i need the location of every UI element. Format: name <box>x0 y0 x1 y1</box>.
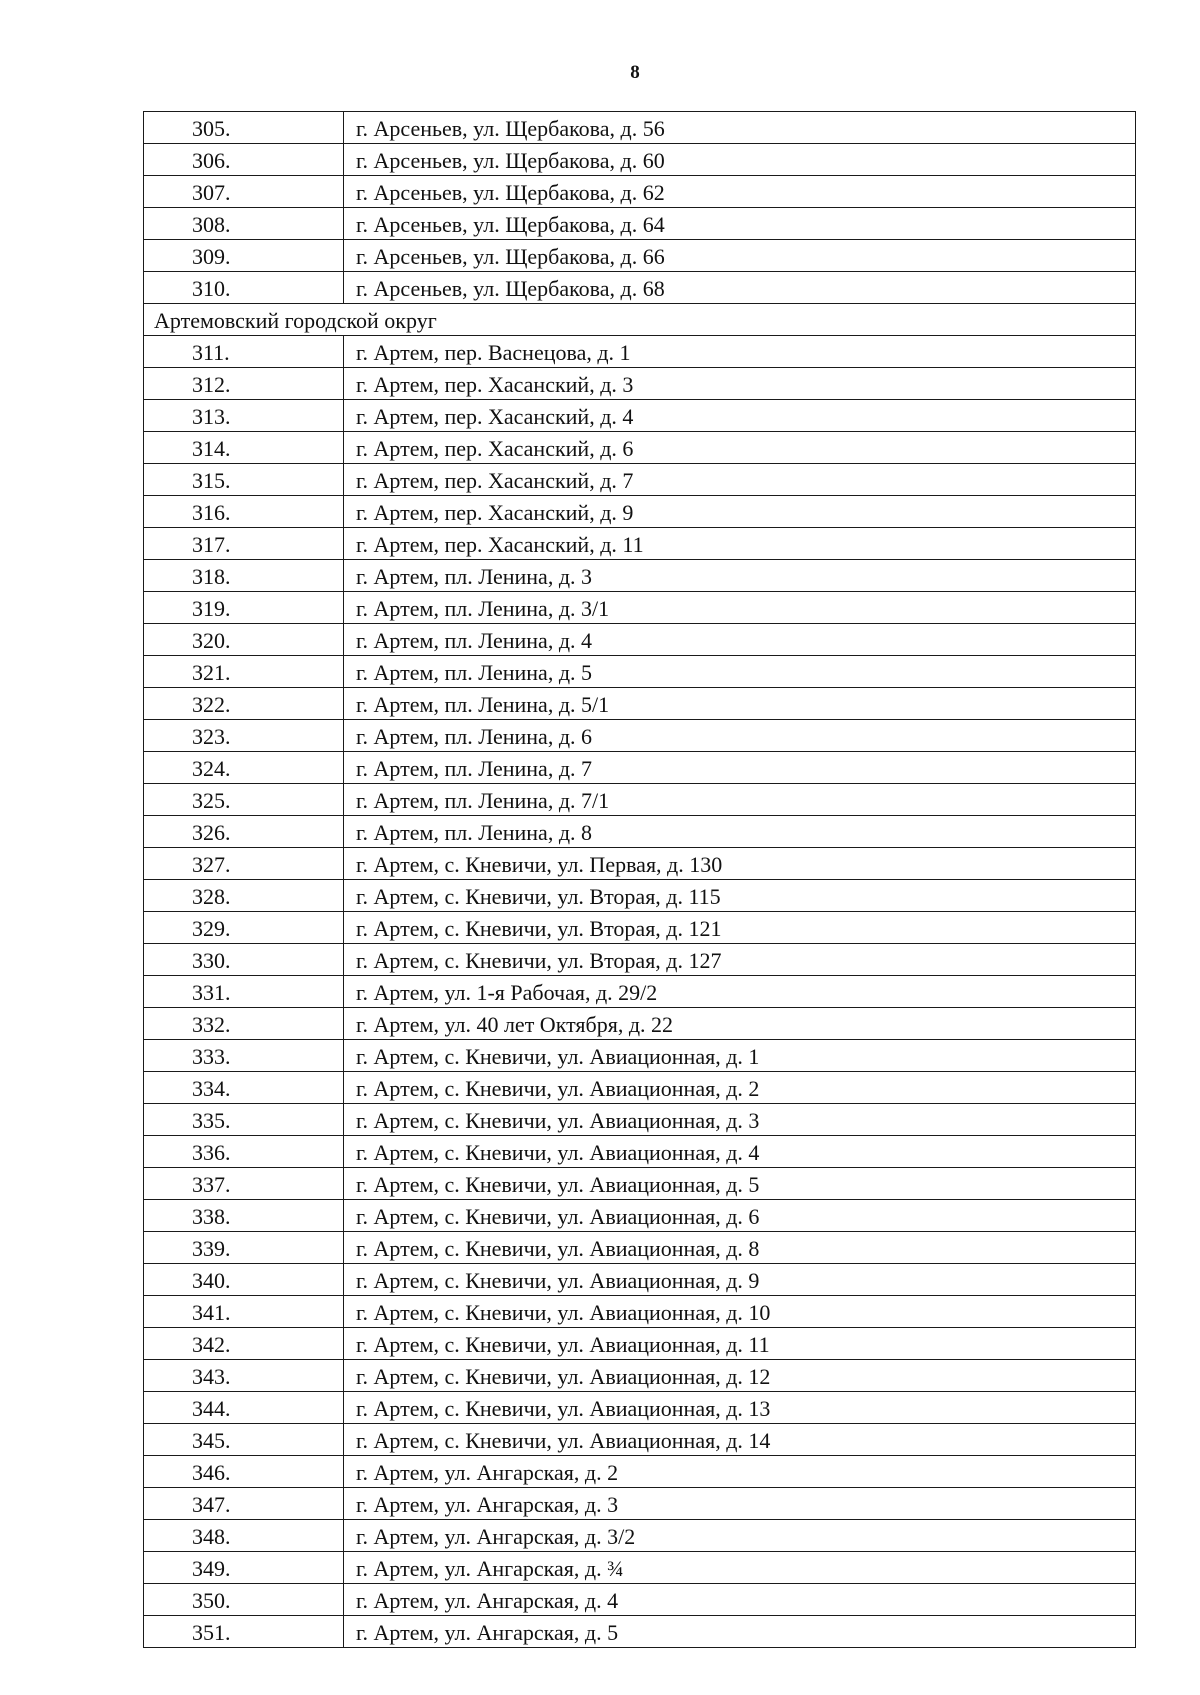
row-address: г. Артем, пл. Ленина, д. 7/1 <box>344 784 1136 816</box>
table-row <box>144 400 1136 432</box>
row-address: г. Артем, с. Кневичи, ул. Авиационная, д. 3 <box>344 1104 1136 1136</box>
section-title: Артемовский городской округ <box>144 304 1136 336</box>
table-row <box>144 1040 1136 1072</box>
table-row <box>144 1200 1136 1232</box>
row-number: 338. <box>144 1200 344 1232</box>
row-address: г. Артем, с. Кневичи, ул. Авиационная, д. 11 <box>344 1328 1136 1360</box>
table-row <box>144 1296 1136 1328</box>
row-address: г. Артем, пл. Ленина, д. 8 <box>344 816 1136 848</box>
row-number: 336. <box>144 1136 344 1168</box>
table-row <box>144 624 1136 656</box>
row-number: 349. <box>144 1552 344 1584</box>
row-number: 309. <box>144 240 344 272</box>
row-address: г. Артем, с. Кневичи, ул. Авиационная, д. 13 <box>344 1392 1136 1424</box>
table-row <box>144 912 1136 944</box>
row-address: г. Артем, пер. Хасанский, д. 6 <box>344 432 1136 464</box>
row-number: 329. <box>144 912 344 944</box>
row-address: г. Артем, с. Кневичи, ул. Авиационная, д. 1 <box>344 1040 1136 1072</box>
row-number: 315. <box>144 464 344 496</box>
row-number: 321. <box>144 656 344 688</box>
row-address: г. Артем, с. Кневичи, ул. Авиационная, д. 8 <box>344 1232 1136 1264</box>
table-row <box>144 336 1136 368</box>
address-table-body <box>144 112 1136 1648</box>
row-number: 341. <box>144 1296 344 1328</box>
row-address: г. Артем, с. Кневичи, ул. Первая, д. 130 <box>344 848 1136 880</box>
row-address: г. Артем, пер. Хасанский, д. 3 <box>344 368 1136 400</box>
table-row <box>144 208 1136 240</box>
row-number: 316. <box>144 496 344 528</box>
row-number: 305. <box>144 112 344 144</box>
row-address: г. Артем, пл. Ленина, д. 3 <box>344 560 1136 592</box>
row-address: г. Артем, с. Кневичи, ул. Авиационная, д. 2 <box>344 1072 1136 1104</box>
row-number: 320. <box>144 624 344 656</box>
row-number: 323. <box>144 720 344 752</box>
row-address: г. Артем, ул. 40 лет Октября, д. 22 <box>344 1008 1136 1040</box>
page-number: 8 <box>630 62 640 83</box>
row-address: г. Артем, пер. Хасанский, д. 9 <box>344 496 1136 528</box>
row-number: 339. <box>144 1232 344 1264</box>
row-address: г. Арсеньев, ул. Щербакова, д. 66 <box>344 240 1136 272</box>
row-number: 324. <box>144 752 344 784</box>
table-row <box>144 1616 1136 1648</box>
row-number: 335. <box>144 1104 344 1136</box>
row-address: г. Артем, с. Кневичи, ул. Авиационная, д. 4 <box>344 1136 1136 1168</box>
row-number: 326. <box>144 816 344 848</box>
table-row <box>144 464 1136 496</box>
table-row <box>144 848 1136 880</box>
row-address: г. Артем, пл. Ленина, д. 5/1 <box>344 688 1136 720</box>
row-number: 327. <box>144 848 344 880</box>
row-number: 350. <box>144 1584 344 1616</box>
row-number: 322. <box>144 688 344 720</box>
row-number: 344. <box>144 1392 344 1424</box>
row-number: 317. <box>144 528 344 560</box>
row-number: 345. <box>144 1424 344 1456</box>
table-row <box>144 688 1136 720</box>
table-row <box>144 1104 1136 1136</box>
row-number: 325. <box>144 784 344 816</box>
table-row <box>144 720 1136 752</box>
table-row <box>144 528 1136 560</box>
row-address: г. Артем, с. Кневичи, ул. Авиационная, д. 14 <box>344 1424 1136 1456</box>
table-row <box>144 784 1136 816</box>
row-address: г. Артем, пер. Хасанский, д. 11 <box>344 528 1136 560</box>
row-address: г. Артем, ул. 1-я Рабочая, д. 29/2 <box>344 976 1136 1008</box>
row-number: 310. <box>144 272 344 304</box>
table-row <box>144 1552 1136 1584</box>
row-address: г. Артем, с. Кневичи, ул. Авиационная, д. 9 <box>344 1264 1136 1296</box>
row-number: 307. <box>144 176 344 208</box>
row-number: 319. <box>144 592 344 624</box>
row-address: г. Артем, с. Кневичи, ул. Авиационная, д. 12 <box>344 1360 1136 1392</box>
row-address: г. Артем, пер. Васнецова, д. 1 <box>344 336 1136 368</box>
row-number: 333. <box>144 1040 344 1072</box>
row-number: 312. <box>144 368 344 400</box>
table-row <box>144 1584 1136 1616</box>
row-number: 337. <box>144 1168 344 1200</box>
table-row <box>144 1232 1136 1264</box>
section-header-row <box>144 304 1136 336</box>
table-row <box>144 144 1136 176</box>
row-number: 311. <box>144 336 344 368</box>
table-row <box>144 656 1136 688</box>
table-row <box>144 1424 1136 1456</box>
row-number: 331. <box>144 976 344 1008</box>
row-address: г. Арсеньев, ул. Щербакова, д. 60 <box>344 144 1136 176</box>
table-row <box>144 1328 1136 1360</box>
row-number: 328. <box>144 880 344 912</box>
row-number: 347. <box>144 1488 344 1520</box>
row-address: г. Артем, с. Кневичи, ул. Вторая, д. 127 <box>344 944 1136 976</box>
row-address: г. Артем, пл. Ленина, д. 5 <box>344 656 1136 688</box>
row-address: г. Артем, пл. Ленина, д. 4 <box>344 624 1136 656</box>
table-row <box>144 496 1136 528</box>
row-address: г. Артем, с. Кневичи, ул. Авиационная, д. 5 <box>344 1168 1136 1200</box>
row-number: 342. <box>144 1328 344 1360</box>
table-row <box>144 176 1136 208</box>
row-number: 313. <box>144 400 344 432</box>
row-address: г. Артем, ул. Ангарская, д. 2 <box>344 1456 1136 1488</box>
row-number: 306. <box>144 144 344 176</box>
table-row <box>144 1488 1136 1520</box>
row-address: г. Артем, ул. Ангарская, д. ¾ <box>344 1552 1136 1584</box>
row-number: 346. <box>144 1456 344 1488</box>
table-row <box>144 1392 1136 1424</box>
row-address: г. Арсеньев, ул. Щербакова, д. 56 <box>344 112 1136 144</box>
table-row <box>144 1072 1136 1104</box>
row-address: г. Артем, с. Кневичи, ул. Вторая, д. 115 <box>344 880 1136 912</box>
address-table <box>143 111 1136 1648</box>
row-address: г. Арсеньев, ул. Щербакова, д. 64 <box>344 208 1136 240</box>
row-number: 348. <box>144 1520 344 1552</box>
row-address: г. Артем, ул. Ангарская, д. 4 <box>344 1584 1136 1616</box>
table-row <box>144 368 1136 400</box>
table-row <box>144 1520 1136 1552</box>
row-number: 308. <box>144 208 344 240</box>
table-row <box>144 976 1136 1008</box>
row-address: г. Артем, пл. Ленина, д. 6 <box>344 720 1136 752</box>
row-address: г. Артем, ул. Ангарская, д. 5 <box>344 1616 1136 1648</box>
table-row <box>144 240 1136 272</box>
table-row <box>144 1168 1136 1200</box>
row-number: 340. <box>144 1264 344 1296</box>
row-number: 334. <box>144 1072 344 1104</box>
table-row <box>144 560 1136 592</box>
row-number: 351. <box>144 1616 344 1648</box>
row-number: 343. <box>144 1360 344 1392</box>
table-row <box>144 1456 1136 1488</box>
row-address: г. Артем, с. Кневичи, ул. Авиационная, д. 10 <box>344 1296 1136 1328</box>
row-number: 318. <box>144 560 344 592</box>
table-row <box>144 112 1136 144</box>
row-address: г. Артем, ул. Ангарская, д. 3 <box>344 1488 1136 1520</box>
row-number: 332. <box>144 1008 344 1040</box>
row-address: г. Артем, пл. Ленина, д. 3/1 <box>344 592 1136 624</box>
row-address: г. Артем, ул. Ангарская, д. 3/2 <box>344 1520 1136 1552</box>
table-row <box>144 752 1136 784</box>
table-row <box>144 592 1136 624</box>
table-row <box>144 1136 1136 1168</box>
table-row <box>144 272 1136 304</box>
table-row <box>144 944 1136 976</box>
row-address: г. Артем, пер. Хасанский, д. 4 <box>344 400 1136 432</box>
table-row <box>144 1360 1136 1392</box>
row-address: г. Арсеньев, ул. Щербакова, д. 62 <box>344 176 1136 208</box>
row-number: 330. <box>144 944 344 976</box>
row-address: г. Артем, пл. Ленина, д. 7 <box>344 752 1136 784</box>
row-address: г. Арсеньев, ул. Щербакова, д. 68 <box>344 272 1136 304</box>
table-row <box>144 816 1136 848</box>
table-row <box>144 1264 1136 1296</box>
table-row <box>144 432 1136 464</box>
row-number: 314. <box>144 432 344 464</box>
row-address: г. Артем, пер. Хасанский, д. 7 <box>344 464 1136 496</box>
row-address: г. Артем, с. Кневичи, ул. Вторая, д. 121 <box>344 912 1136 944</box>
table-row <box>144 880 1136 912</box>
row-address: г. Артем, с. Кневичи, ул. Авиационная, д. 6 <box>344 1200 1136 1232</box>
table-row <box>144 1008 1136 1040</box>
